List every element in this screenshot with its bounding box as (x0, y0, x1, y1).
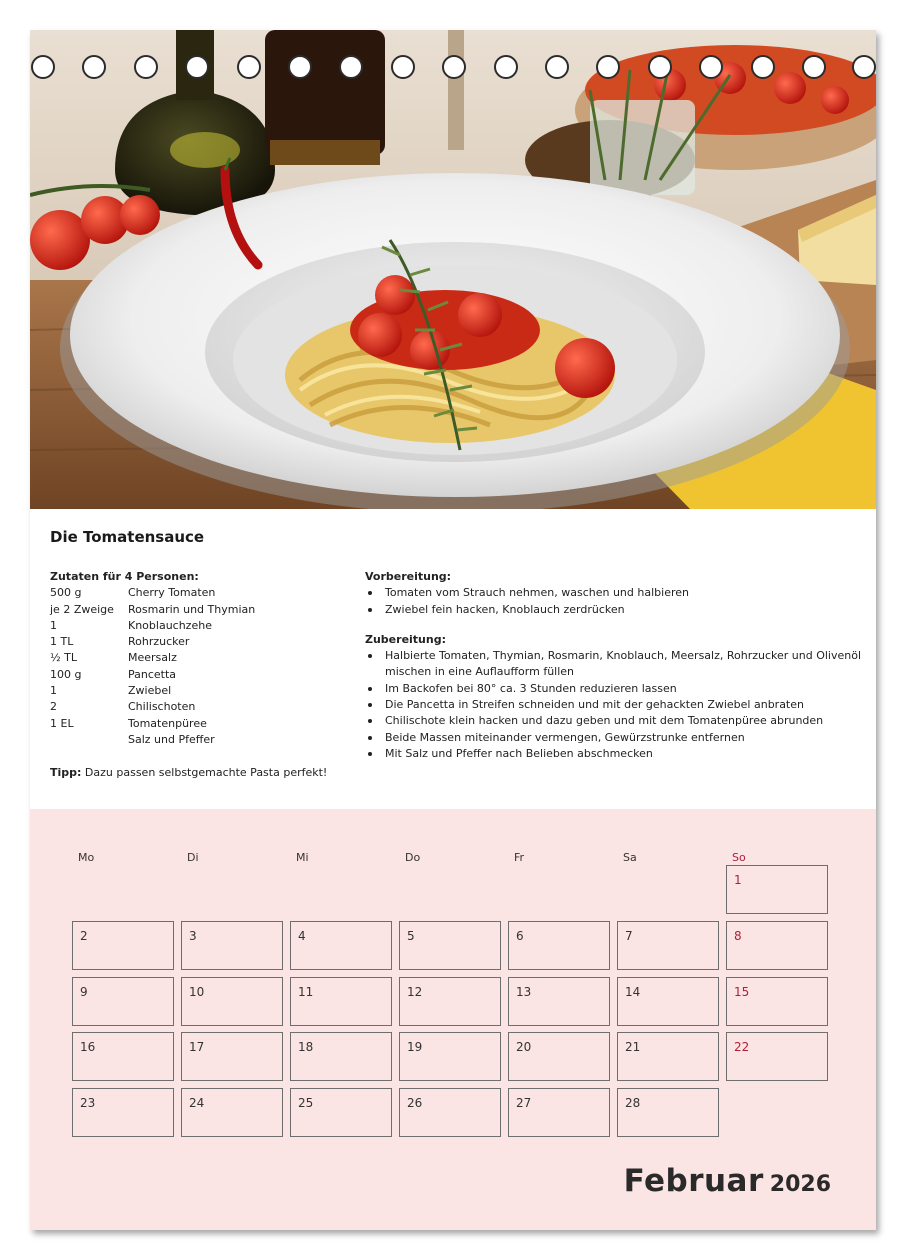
day-cell[interactable] (290, 977, 392, 1026)
day-cell[interactable] (181, 1032, 283, 1081)
day-cell[interactable] (72, 977, 174, 1026)
month-calendar (30, 809, 876, 1230)
ingredient-name: Knoblauchzehe (128, 618, 212, 632)
day-number: 8 (734, 929, 742, 943)
ingredient-quantity: 1 (50, 618, 57, 632)
day-cell[interactable] (726, 921, 828, 970)
day-cell[interactable] (617, 921, 719, 970)
ingredient-quantity: 1 TL (50, 635, 74, 649)
pasta-dish-photo (30, 30, 876, 509)
binding-hole (391, 55, 415, 79)
day-cell[interactable] (399, 921, 501, 970)
ingredient-name: Zwiebel (128, 684, 172, 698)
day-cell[interactable] (508, 921, 610, 970)
weekday-label: Mo (78, 851, 95, 864)
day-cell[interactable] (181, 1088, 283, 1137)
month-year: 2026 (769, 1172, 831, 1197)
day-number: 9 (80, 985, 88, 999)
day-number: 1 (734, 873, 742, 887)
day-cell[interactable] (399, 1032, 501, 1081)
day-cell[interactable] (508, 1032, 610, 1081)
day-cell[interactable] (72, 1032, 174, 1081)
ingredient-name: Meersalz (128, 651, 177, 665)
ingredient-quantity: 100 g (50, 667, 82, 681)
day-number: 23 (80, 1096, 96, 1110)
cooking-heading: Zubereitung: (365, 632, 446, 646)
day-number: 24 (189, 1096, 205, 1110)
day-number: 26 (407, 1096, 423, 1110)
day-number: 10 (189, 985, 205, 999)
day-number: 15 (734, 985, 750, 999)
ingredient-quantity: 500 g (50, 586, 82, 600)
weekday-label: Do (405, 851, 421, 864)
day-number: 28 (625, 1096, 641, 1110)
weekday-label: Sa (623, 851, 637, 864)
day-number: 13 (516, 985, 532, 999)
day-number: 7 (625, 929, 633, 943)
ingredient-quantity: 1 (50, 684, 57, 698)
ingredient-list (50, 585, 350, 748)
month-name: Februar (623, 1163, 764, 1199)
binding-hole (596, 55, 620, 79)
day-number: 21 (625, 1040, 641, 1054)
preparation-list (365, 585, 865, 618)
binding-hole (237, 55, 261, 79)
ingredient-quantity: 2 (50, 700, 57, 714)
ingredient-row (50, 683, 350, 699)
day-cell[interactable] (181, 921, 283, 970)
cooking-step: Im Backofen bei 80° ca. 3 Stunden reduzieren lassen (365, 681, 865, 697)
weekday-label: Di (187, 851, 199, 864)
ingredients-column (50, 569, 350, 782)
day-number: 12 (407, 985, 423, 999)
ingredient-quantity: ½ TL (50, 651, 78, 665)
day-cell[interactable] (72, 1088, 174, 1137)
cooking-step: Die Pancetta in Streifen schneiden und mit der gehackten Zwiebel anbraten (365, 697, 865, 713)
ingredient-name: Salz und Pfeffer (128, 732, 215, 746)
day-cell[interactable] (290, 1032, 392, 1081)
recipe-section (30, 509, 876, 809)
preparation-step: Zwiebel fein hacken, Knoblauch zerdrücken (365, 602, 865, 618)
day-number: 22 (734, 1040, 750, 1054)
ingredient-row (50, 634, 350, 650)
binding-hole (185, 55, 209, 79)
day-cell[interactable] (617, 1032, 719, 1081)
binding-hole (699, 55, 723, 79)
preparation-step: Tomaten vom Strauch nehmen, waschen und halbieren (365, 585, 865, 601)
binding-hole (31, 55, 55, 79)
cooking-step: Chilischote klein hacken und dazu geben und mit dem Tomatenpüree abrunden (365, 713, 865, 729)
day-cell[interactable] (181, 977, 283, 1026)
weekday-label: Mi (296, 851, 309, 864)
day-cell[interactable] (290, 1088, 392, 1137)
day-number: 3 (189, 929, 197, 943)
day-number: 4 (298, 929, 306, 943)
cooking-step: Halbierte Tomaten, Thymian, Rosmarin, Knoblauch, Meersalz, Rohrzucker und Olivenöl mischen in eine Auflaufform füllen (365, 648, 865, 681)
ingredient-name: Tomatenpüree (128, 716, 207, 730)
preparation-heading: Vorbereitung: (365, 570, 452, 583)
day-cell[interactable] (617, 1088, 719, 1137)
binding-hole (648, 55, 672, 79)
day-cell[interactable] (72, 921, 174, 970)
binding-hole (82, 55, 106, 79)
day-number: 14 (625, 985, 641, 999)
day-number: 11 (298, 985, 314, 999)
ingredient-name: Pancetta (128, 667, 177, 681)
day-cell[interactable] (399, 977, 501, 1026)
ingredient-row (50, 650, 350, 666)
recipe-tip (50, 765, 350, 781)
ingredient-quantity: je 2 Zweige (50, 602, 114, 616)
day-cell[interactable] (726, 977, 828, 1026)
ingredient-row (50, 667, 350, 683)
binding-hole (442, 55, 466, 79)
tip-label: Tipp: (50, 766, 82, 780)
recipe-title: Die Tomatensauce (50, 528, 205, 546)
binding-hole (802, 55, 826, 79)
binding-hole (751, 55, 775, 79)
cooking-step: Mit Salz und Pfeffer nach Belieben abschmecken (365, 746, 865, 762)
day-cell[interactable] (290, 921, 392, 970)
ingredients-heading: Zutaten für 4 Personen: (50, 570, 199, 583)
day-number: 16 (80, 1040, 96, 1054)
ingredient-name: Chilischoten (128, 700, 196, 714)
ingredient-row (50, 716, 350, 732)
day-number: 17 (189, 1040, 205, 1054)
day-number: 2 (80, 929, 88, 943)
day-number: 20 (516, 1040, 532, 1054)
day-number: 27 (516, 1096, 532, 1110)
ingredient-name: Rohrzucker (128, 635, 190, 649)
day-cell[interactable] (726, 865, 828, 914)
day-number: 5 (407, 929, 415, 943)
day-cell[interactable] (508, 977, 610, 1026)
weekday-label: So (732, 851, 746, 864)
weekday-label: Fr (514, 851, 525, 864)
day-cell[interactable] (399, 1088, 501, 1137)
binding-hole (339, 55, 363, 79)
day-number: 19 (407, 1040, 423, 1054)
ingredient-quantity: 1 EL (50, 716, 74, 730)
cooking-step: Beide Massen miteinander vermengen, Gewürzstrunke entfernen (365, 730, 865, 746)
cooking-list (365, 648, 865, 762)
binding-hole (288, 55, 312, 79)
calendar-page (30, 30, 876, 1230)
day-number: 25 (298, 1096, 314, 1110)
ingredient-row (50, 699, 350, 715)
binding-hole (494, 55, 518, 79)
day-cell[interactable] (508, 1088, 610, 1137)
binding-hole (545, 55, 569, 79)
tip-text: Dazu passen selbstgemachte Pasta perfekt! (81, 766, 328, 780)
day-cell[interactable] (617, 977, 719, 1026)
binding-hole (852, 55, 876, 79)
day-cell[interactable] (726, 1032, 828, 1081)
instructions-column (365, 569, 865, 762)
ingredient-row (50, 618, 350, 634)
ingredient-row (50, 732, 350, 748)
day-number: 18 (298, 1040, 314, 1054)
month-label (624, 1163, 831, 1199)
ingredient-name: Rosmarin und Thymian (128, 602, 256, 616)
day-number: 6 (516, 929, 524, 943)
binding-hole (134, 55, 158, 79)
ingredient-row (50, 585, 350, 601)
ingredient-name: Cherry Tomaten (128, 586, 216, 600)
ingredient-quantity (50, 732, 128, 748)
binding-holes (30, 55, 876, 81)
ingredient-row (50, 602, 350, 618)
